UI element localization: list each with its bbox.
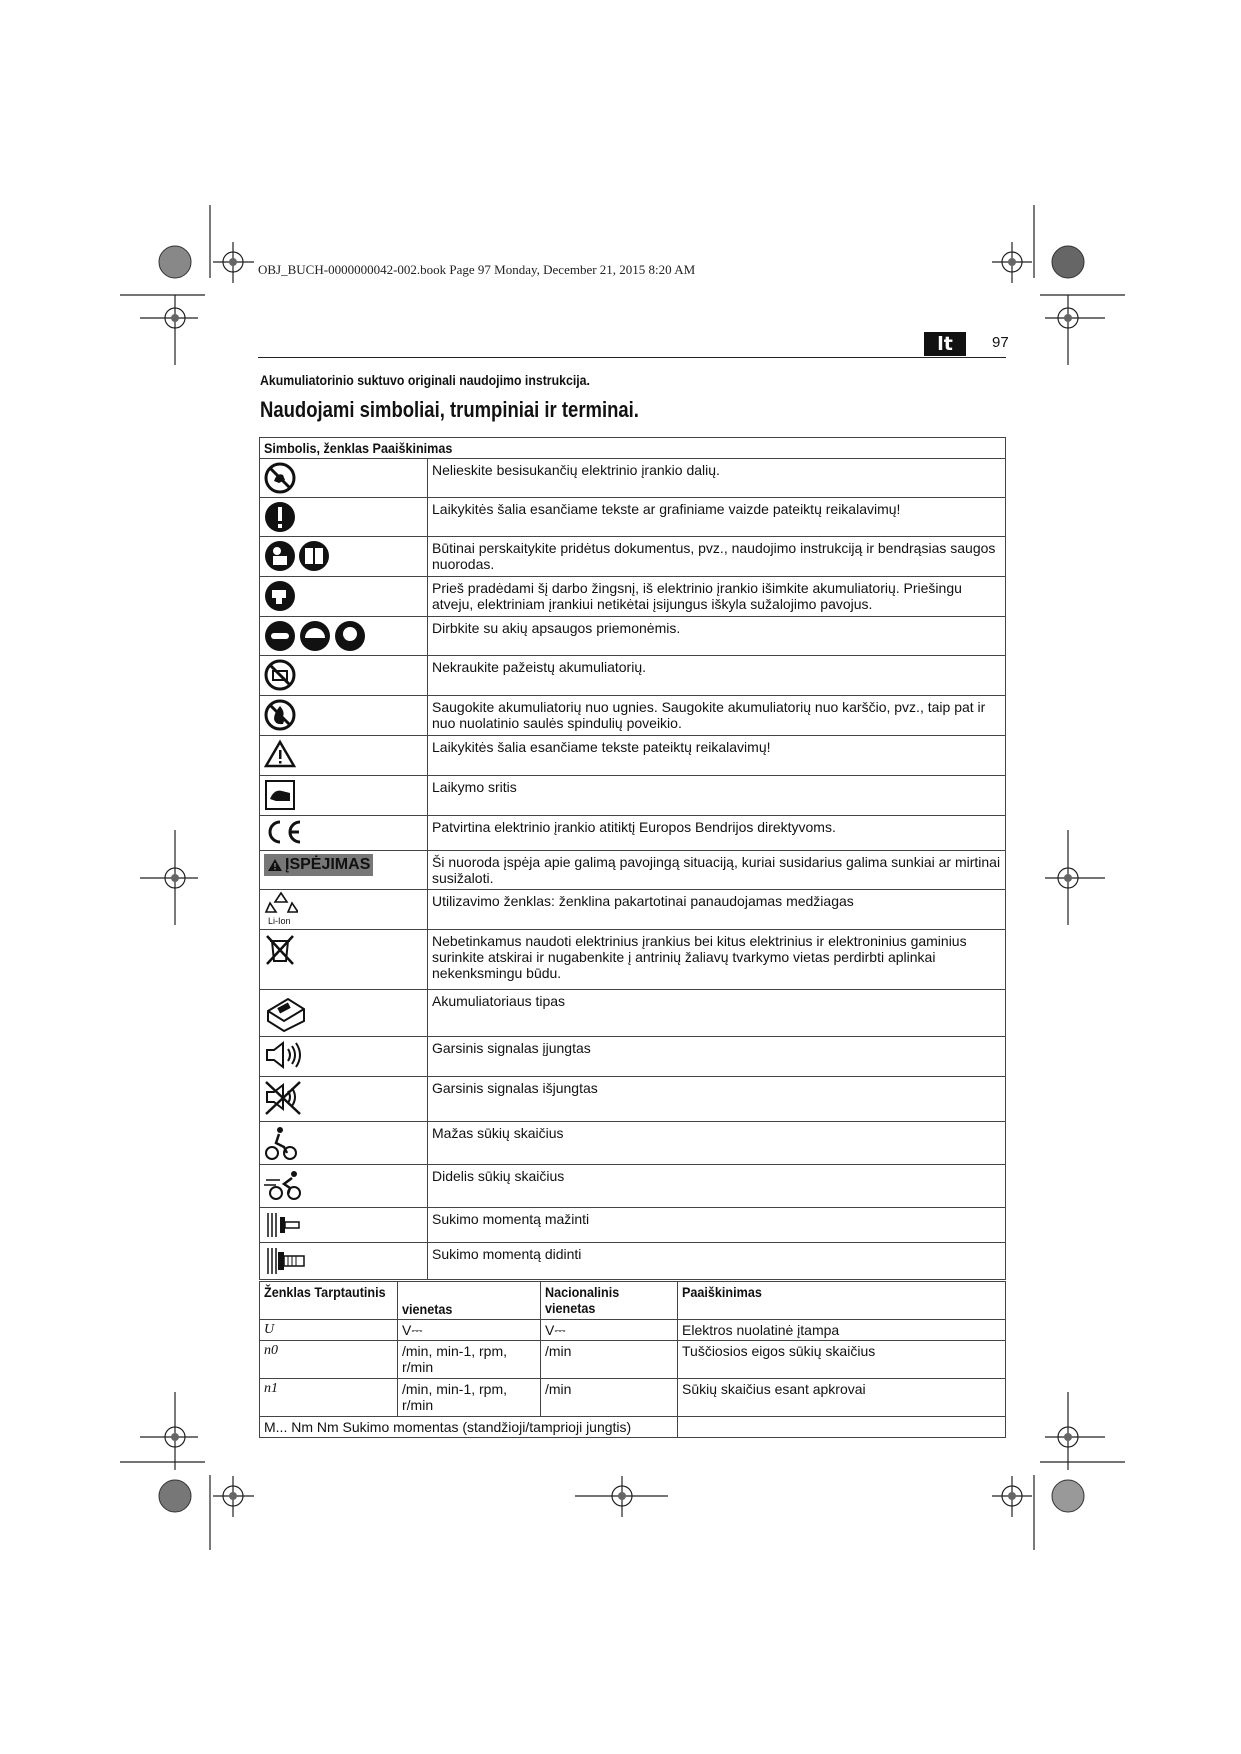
no-damaged-battery-icon — [264, 659, 296, 691]
cell-explanation: Elektros nuolatinė įtampa — [678, 1320, 1006, 1341]
symbols-table — [259, 437, 1006, 1280]
remove-battery-icon — [264, 580, 296, 612]
cell-national-unit: /min — [541, 1379, 678, 1417]
cell-intl-unit: /min, min-1, rpm, r/min — [398, 1341, 541, 1379]
sound-on-icon — [264, 1040, 302, 1070]
table-row — [260, 537, 1006, 577]
torque-decrease-icon — [264, 1211, 304, 1239]
warning-label-icon — [264, 854, 373, 876]
symbol-description: Būtinai perskaitykite pridėtus dokumentus, pvz., naudojimo instrukciją ir bendrąsias saugos nuorodas. — [428, 537, 1006, 577]
table-row — [260, 990, 1006, 1037]
cell-explanation: Tuščiosios eigos sūkių skaičius — [678, 1341, 1006, 1379]
sound-off-icon — [264, 1080, 302, 1116]
torque-increase-icon — [264, 1246, 308, 1276]
symbol-description: Akumuliatoriaus tipas — [428, 990, 1006, 1037]
symbol-description: Garsinis signalas įjungtas — [428, 1037, 1006, 1077]
high-speed-icon — [264, 1168, 304, 1202]
cell-national-unit: /min — [541, 1341, 678, 1379]
symbol-description: Saugokite akumuliatorių nuo ugnies. Saugokite akumuliatorių nuo karščio, pvz., taip pat ir nuo nuolatinio saulės spindulių poveikio. — [428, 696, 1006, 736]
cell-national-unit: V⎓ — [541, 1320, 678, 1341]
symbol-description: Dirbkite su akių apsaugos priemonėmis. — [428, 617, 1006, 656]
cell-intl-unit: V⎓ — [398, 1320, 541, 1341]
table-row — [260, 1243, 1006, 1280]
grip-area-icon — [264, 779, 296, 811]
warning-triangle-small-icon — [267, 858, 283, 872]
no-touch-rotating-icon — [264, 462, 296, 494]
col-header-sign: Ženklas Tarptautinis — [264, 1284, 386, 1300]
symbol-description: Mažas sūkių skaičius — [428, 1122, 1006, 1165]
table-row — [260, 1077, 1006, 1122]
table-row — [260, 1341, 1006, 1379]
table-row — [260, 1208, 1006, 1243]
symbol-description: Sukimo momentą didinti — [428, 1243, 1006, 1280]
torque-row: M... Nm Nm Sukimo momentas (standžioji/tamprioji jungtis) — [260, 1417, 678, 1438]
no-fire-icon — [264, 699, 296, 731]
battery-pack-icon — [264, 993, 306, 1033]
symbols-table-header: Simbolis, ženklas Paaiškinimas — [264, 440, 453, 456]
symbol-description: Nebetinkamus naudoti elektrinius įrankius bei kitus elektrinius ir elektroninius gaminius surinkite atskirai ir nugabenkite į antrinių žaliavų tvarkymo vietas perdirbti aplinkai nekenksmingu būdu. — [428, 930, 1006, 990]
li-ion-label: Li-Ion — [268, 916, 291, 926]
low-speed-icon — [264, 1125, 298, 1161]
page-number: 97 — [992, 334, 1009, 351]
table-row — [260, 776, 1006, 816]
cell-intl-unit: /min, min-1, rpm, r/min — [398, 1379, 541, 1417]
symbol-description: Ši nuoroda įspėja apie galimą pavojingą situaciją, kuriai susidarius galima sunkiai ar mirtinai susižaloti. — [428, 851, 1006, 890]
symbol-description: Laikymo sritis — [428, 776, 1006, 816]
table-row — [260, 696, 1006, 736]
table-row — [260, 1165, 1006, 1208]
col-header-national-unit: Nacionalinis vienetas — [545, 1284, 620, 1316]
weee-bin-icon — [264, 933, 296, 967]
cell-empty — [678, 1417, 1006, 1438]
table-row — [260, 1122, 1006, 1165]
warning-label-text: ĮSPĖJIMAS — [285, 856, 371, 873]
document-subtitle: Akumuliatorinio suktuvo originali naudojimo instrukcija. — [260, 372, 590, 388]
exclamation-icon — [264, 501, 296, 533]
col-header-explanation: Paaiškinimas — [682, 1284, 762, 1300]
table-row — [260, 459, 1006, 498]
units-table — [259, 1281, 1006, 1438]
symbol-description: Laikykitės šalia esančiame tekste ar grafiniame vaizde pateiktų reikalavimų! — [428, 498, 1006, 537]
symbol-description: Garsinis signalas išjungtas — [428, 1077, 1006, 1122]
cell-sign: U — [260, 1320, 398, 1341]
print-info-line: OBJ_BUCH-0000000042-002.book Page 97 Monday, December 21, 2015 8:20 AM — [258, 262, 696, 277]
table-row — [260, 816, 1006, 851]
table-row — [260, 1037, 1006, 1077]
symbol-description: Utilizavimo ženklas: ženklina pakartotinai panaudojamas medžiagas — [428, 890, 1006, 930]
symbol-description: Didelis sūkių skaičius — [428, 1165, 1006, 1208]
table-header-row — [260, 438, 1006, 459]
table-row — [260, 617, 1006, 656]
table-row — [260, 1417, 1006, 1438]
table-row — [260, 736, 1006, 776]
symbol-description: Prieš pradėdami šį darbo žingsnį, iš elektrinio įrankio išimkite akumuliatorių. Priešingu atveju, elektriniam įrankiui netikėtai įsijungus iškyla sužalojimo pavojus. — [428, 577, 1006, 617]
ce-mark-icon — [264, 819, 304, 845]
table-row — [260, 1379, 1006, 1417]
table-row — [260, 930, 1006, 990]
table-header-row — [260, 1282, 1006, 1320]
table-row — [260, 890, 1006, 930]
header-rule — [258, 357, 1006, 358]
table-row — [260, 1320, 1006, 1341]
symbol-description: Nekraukite pažeistų akumuliatorių. — [428, 656, 1006, 696]
symbol-description: Patvirtina elektrinio įrankio atitiktį Europos Bendrijos direktyvoms. — [428, 816, 1006, 851]
table-row — [260, 498, 1006, 537]
table-row — [260, 656, 1006, 696]
col-header-intl-unit: vienetas — [402, 1301, 453, 1317]
eye-protection-icon — [264, 620, 366, 652]
symbol-description: Nelieskite besisukančių elektrinio įrankio dalių. — [428, 459, 1006, 498]
language-badge: lt — [924, 332, 966, 356]
cell-sign: n0 — [260, 1341, 398, 1379]
symbol-description: Laikykitės šalia esančiame tekste pateiktų reikalavimų! — [428, 736, 1006, 776]
warning-triangle-icon — [264, 739, 296, 769]
read-manual-icon — [264, 540, 334, 572]
table-row — [260, 851, 1006, 890]
table-row — [260, 577, 1006, 617]
section-title: Naudojami simboliai, trumpiniai ir terminai. — [260, 397, 639, 422]
recycle-li-ion-icon — [264, 891, 298, 917]
cell-explanation: Sūkių skaičius esant apkrovai — [678, 1379, 1006, 1417]
cell-sign: n1 — [260, 1379, 398, 1417]
symbol-description: Sukimo momentą mažinti — [428, 1208, 1006, 1243]
